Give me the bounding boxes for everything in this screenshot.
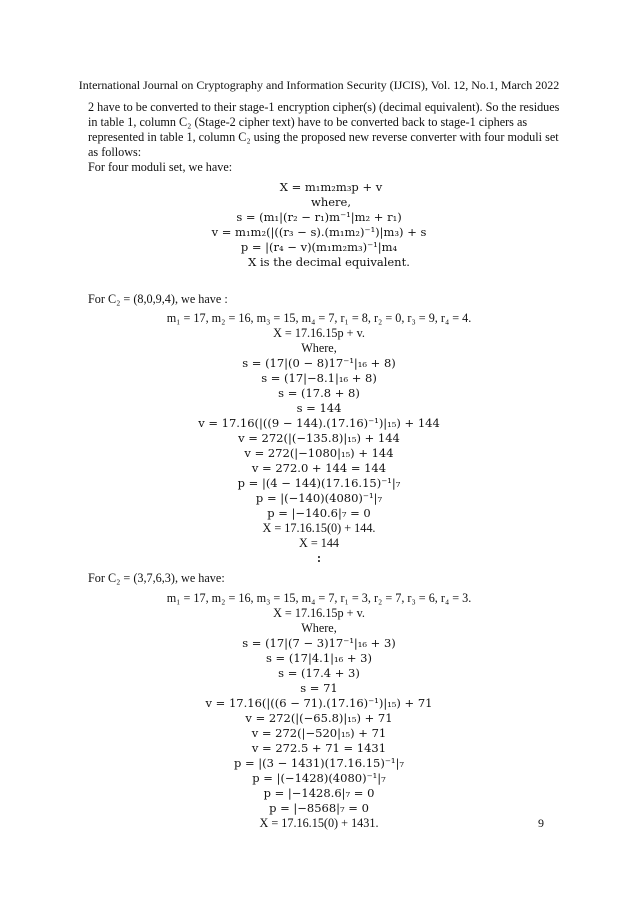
example2-line: Where, — [301, 621, 337, 635]
example2-line: p = |−8568|₇ = 0 — [269, 801, 369, 815]
example1-intro: For C₂ = (8,0,9,4), we have : — [88, 292, 228, 306]
example1-line: p = |(−140)(4080)⁻¹|₇ — [255, 491, 383, 505]
example1-line: p = |(4 − 144)(17.16.15)⁻¹|₇ — [237, 476, 401, 490]
formula-line: X = m₁m₂m₃p + v — [279, 180, 383, 194]
example1-line: v = 272(|−1080|₁₅) + 144 — [244, 446, 394, 460]
example1-line: X = 17.16.15(0) + 144. — [262, 521, 376, 535]
example2-line: v = 17.16(|((6 − 71).(17.16)⁻¹)|₁₅) + 71 — [205, 696, 433, 710]
example2-intro: For C₂ = (3,7,6,3), we have: — [88, 571, 225, 585]
example2-line: s = (17|4.1|₁₆ + 3) — [266, 651, 372, 665]
example2-line: X = 17.16.15(0) + 1431. — [259, 816, 379, 830]
example1-line: v = 17.16(|((9 − 144).(17.16)⁻¹)|₁₅) + 144 — [198, 416, 440, 430]
example1-line: v = 272.0 + 144 = 144 — [251, 461, 387, 475]
example2-line: s = 71 — [300, 681, 338, 695]
formula-line: X is the decimal equivalent. — [248, 255, 410, 269]
example1-line: p = |−140.6|₇ = 0 — [267, 506, 371, 520]
example2-line: s = (17|(7 − 3)17⁻¹|₁₆ + 3) — [242, 636, 396, 650]
example1-line: : — [316, 551, 322, 565]
journal-header: International Journal on Cryptography and Information Security (IJCIS), Vol. 12, No.1, March 2022 — [78, 78, 560, 92]
example1-line: s = 144 — [296, 401, 342, 415]
example1-block — [0, 311, 638, 566]
formula-block — [0, 180, 638, 270]
example2-line: m₁ = 17, m₂ = 16, m₃ = 15, m₄ = 7, r₁ = 3, r₂ = 7, r₃ = 6, r₄ = 3. — [166, 591, 472, 605]
formula-line: where, — [310, 195, 351, 209]
intro-line: as follows: — [88, 145, 142, 159]
example2-block — [0, 591, 638, 831]
intro-line: represented in table 1, column C₂ using the proposed new reverse converter with four moduli set — [88, 130, 559, 144]
example2-line: v = 272(|(−65.8)|₁₅) + 71 — [245, 711, 393, 725]
page-number: 9 — [538, 816, 544, 830]
example2-line: p = |−1428.6|₇ = 0 — [263, 786, 375, 800]
example2-line: v = 272(|−520|₁₅) + 71 — [251, 726, 387, 740]
example1-line: s = (17.8 + 8) — [278, 386, 360, 400]
example1-line: X = 17.16.15p + v. — [273, 326, 365, 340]
example1-line: s = (17|−8.1|₁₆ + 8) — [261, 371, 377, 385]
example2-line: X = 17.16.15p + v. — [273, 606, 365, 620]
formula-line: p = |(r₄ − v)(m₁m₂m₃)⁻¹|m₄ — [240, 240, 398, 254]
example2-line: v = 272.5 + 71 = 1431 — [251, 741, 387, 755]
intro-line: For four moduli set, we have: — [88, 160, 233, 174]
intro-line: 2 have to be converted to their stage-1 encryption cipher(s) (decimal equivalent). So the residues — [88, 100, 560, 114]
formula-line: s = (m₁|(r₂ − r₁)m⁻¹|m₂ + r₁) — [236, 210, 402, 224]
formula-line: v = m₁m₂(|((r₃ − s).(m₁m₂)⁻¹)|m₃) + s — [211, 225, 427, 239]
example1-line: v = 272(|(−135.8)|₁₅) + 144 — [238, 431, 400, 445]
intro-paragraph — [88, 100, 560, 175]
example1-line: m₁ = 17, m₂ = 16, m₃ = 15, m₄ = 7, r₁ = 8, r₂ = 0, r₃ = 9, r₄ = 4. — [166, 311, 472, 325]
example2-line: s = (17.4 + 3) — [278, 666, 360, 680]
example1-line: s = (17|(0 − 8)17⁻¹|₁₆ + 8) — [242, 356, 396, 370]
example2-line: p = |(3 − 1431)(17.16.15)⁻¹|₇ — [233, 756, 405, 770]
example1-line: Where, — [301, 341, 337, 355]
example1-line: X = 144 — [298, 536, 340, 550]
intro-line: in table 1, column C₂ (Stage-2 cipher text) have to be converted back to stage-1 ciphers as — [88, 115, 528, 129]
example2-line: p = |(−1428)(4080)⁻¹|₇ — [252, 771, 386, 785]
